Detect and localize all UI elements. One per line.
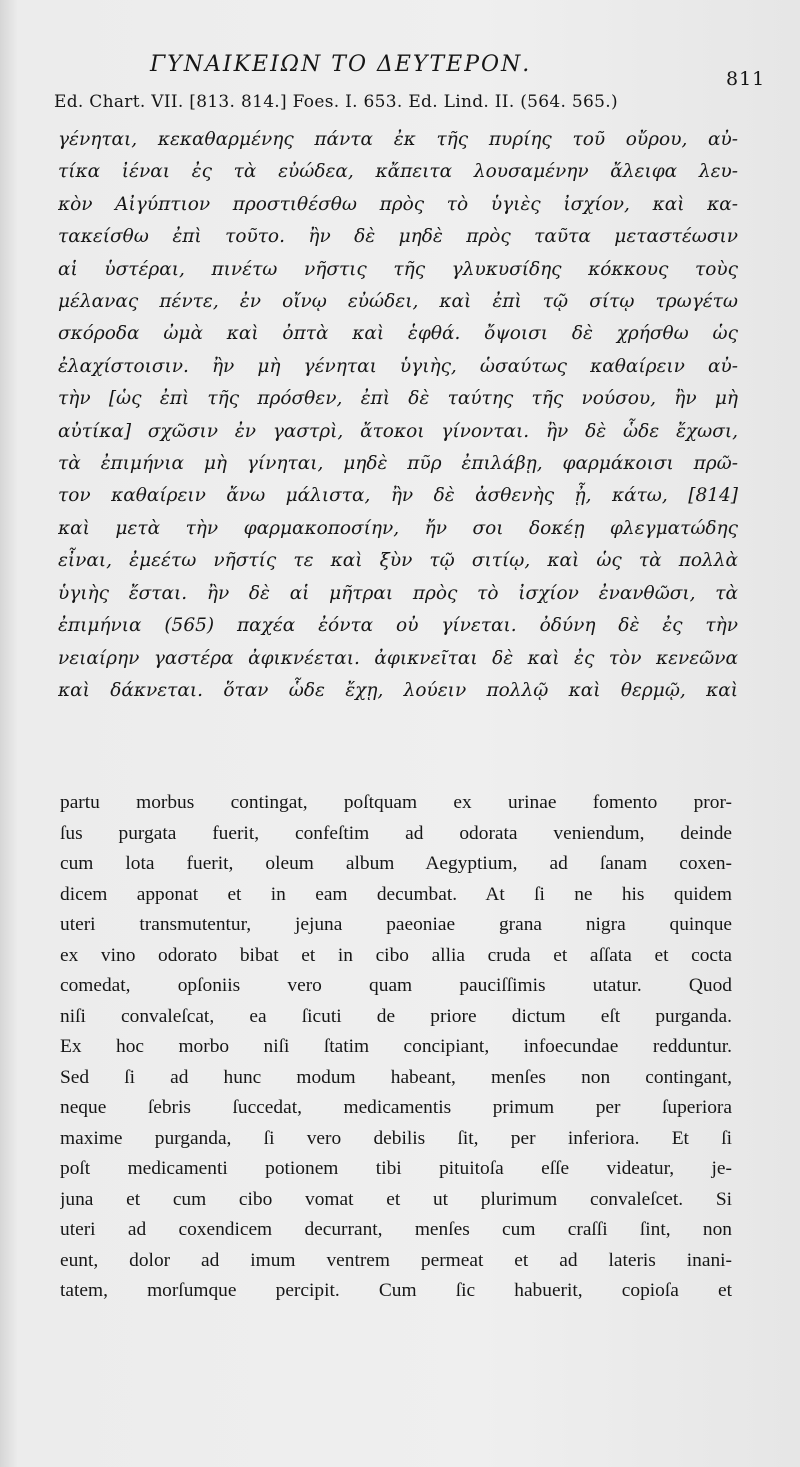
latin-line: poſt medicamenti potionem tibi pituitoſa eſſe videatur, je- bbox=[60, 1158, 732, 1179]
greek-line: τακείσθω ἐπὶ τοῦτο. ἢν δὲ μηδὲ πρὸς ταῦτα μεταστέωσιν bbox=[58, 226, 738, 248]
latin-line: partu morbus contingat, poſtquam ex urinae fomento pror- bbox=[60, 792, 732, 813]
greek-line: καὶ δάκνεται. ὅταν ὧδε ἔχῃ, λούειν πολλῷ καὶ θερμῷ, καὶ bbox=[58, 679, 738, 701]
greek-text-block bbox=[58, 124, 738, 707]
greek-line: τὴν [ὡς ἐπὶ τῆς πρόσθεν, ἐπὶ δὲ ταύτης τῆς νούσου, ἢν μὴ bbox=[58, 388, 738, 410]
running-head: ΓΥΝΑΙΚΕΙΩΝ ΤΟ ΔΕΥΤΕΡΟΝ. bbox=[150, 52, 532, 77]
greek-line: σκόροδα ὠμὰ καὶ ὀπτὰ καὶ ἑφθά. ὄψοισι δὲ χρήσθω ὡς bbox=[58, 323, 738, 345]
latin-line: maxime purganda, ſi vero debilis ſit, per inferiora. Et ſi bbox=[60, 1127, 732, 1149]
latin-line: Ex hoc morbo niſi ſtatim concipiant, infoecundae redduntur. bbox=[60, 1036, 732, 1057]
edition-references: Ed. Chart. VII. [813. 814.] Foes. I. 653. Ed. Lind. II. (564. 565.) bbox=[54, 92, 618, 112]
latin-line: comedat, opſoniis vero quam pauciſſimis utatur. Quod bbox=[60, 975, 732, 996]
greek-line: ἐπιμήνια (565) παχέα ἐόντα οὐ γίνεται. ὀδύνη δὲ ἐς τὴν bbox=[58, 615, 738, 637]
greek-line: αὐτίκα] σχῶσιν ἐν γαστρὶ, ἄτοκοι γίνονται. ἢν δὲ ὧδε ἔχωσι, bbox=[58, 420, 738, 442]
greek-line: μέλανας πέντε, ἐν οἴνῳ εὐώδει, καὶ ἐπὶ τῷ σίτῳ τρωγέτω bbox=[58, 291, 738, 313]
latin-line: tatem, morſumque percipit. Cum ſic habuerit, copioſa et bbox=[60, 1280, 732, 1301]
latin-line: niſi convaleſcat, ea ſicuti de priore dictum eſt purganda. bbox=[60, 1005, 732, 1027]
greek-line: ἐλαχίστοισιν. ἢν μὴ γένηται ὑγιὴς, ὡσαύτως καθαίρειν αὐ- bbox=[58, 355, 738, 377]
latin-line: dicem apponat et in eam decumbat. At ſi ne his quidem bbox=[60, 883, 732, 905]
latin-line: ex vino odorato bibat et in cibo allia cruda et aſſata et cocta bbox=[60, 944, 732, 966]
latin-line: uteri transmutentur, jejuna paeoniae grana nigra quinque bbox=[60, 914, 732, 935]
latin-line: cum lota fuerit, oleum album Aegyptium, ad ſanam coxen- bbox=[60, 853, 732, 874]
greek-line: νειαίρην γαστέρα ἀφικνέεται. ἀφικνεῖται δὲ καὶ ἐς τὸν κενεῶνα bbox=[58, 647, 738, 669]
page-number: 811 bbox=[726, 68, 766, 90]
greek-line: τον καθαίρειν ἄνω μάλιστα, ἢν δὲ ἀσθενὴς ᾖ, κάτω, [814] bbox=[58, 485, 738, 507]
latin-line: ſus purgata fuerit, confeſtim ad odorata veniendum, deinde bbox=[60, 822, 732, 844]
greek-line: εἶναι, ἐμεέτω νῆστίς τε καὶ ξὺν τῷ σιτίῳ, καὶ ὡς τὰ πολλὰ bbox=[58, 550, 738, 572]
latin-line: juna et cum cibo vomat et ut plurimum convaleſcet. Si bbox=[60, 1188, 732, 1210]
greek-line: τὰ ἐπιμήνια μὴ γίνηται, μηδὲ πῦρ ἐπιλάβῃ, φαρμάκοισι πρῶ- bbox=[58, 453, 738, 475]
latin-text-block bbox=[60, 788, 732, 1307]
greek-line: αἱ ὑστέραι, πινέτω νῆστις τῆς γλυκυσίδης κόκκους τοὺς bbox=[58, 258, 738, 280]
greek-line: ὑγιὴς ἔσται. ἢν δὲ αἱ μῆτραι πρὸς τὸ ἰσχίον ἐνανθῶσι, τὰ bbox=[58, 582, 738, 604]
greek-line: τίκα ἰέναι ἐς τὰ εὐώδεα, κἄπειτα λουσαμένην ἄλειφα λευ- bbox=[58, 161, 738, 183]
latin-line: neque ſebris ſuccedat, medicamentis primum per ſuperiora bbox=[60, 1097, 732, 1118]
latin-line: eunt, dolor ad imum ventrem permeat et ad lateris inani- bbox=[60, 1249, 732, 1271]
greek-line: γένηται, κεκαθαρμένης πάντα ἐκ τῆς πυρίης τοῦ οὔρου, αὐ- bbox=[58, 129, 738, 150]
latin-line: Sed ſi ad hunc modum habeant, menſes non contingant, bbox=[60, 1066, 732, 1088]
greek-line: κὸν Αἰγύπτιον προστιθέσθω πρὸς τὸ ὑγιὲς ἰσχίον, καὶ κα- bbox=[58, 193, 738, 215]
latin-line: uteri ad coxendicem decurrant, menſes cum craſſi ſint, non bbox=[60, 1219, 732, 1240]
greek-line: καὶ μετὰ τὴν φαρμακοποσίην, ἤν σοι δοκέῃ φλεγματώδης bbox=[58, 517, 738, 539]
